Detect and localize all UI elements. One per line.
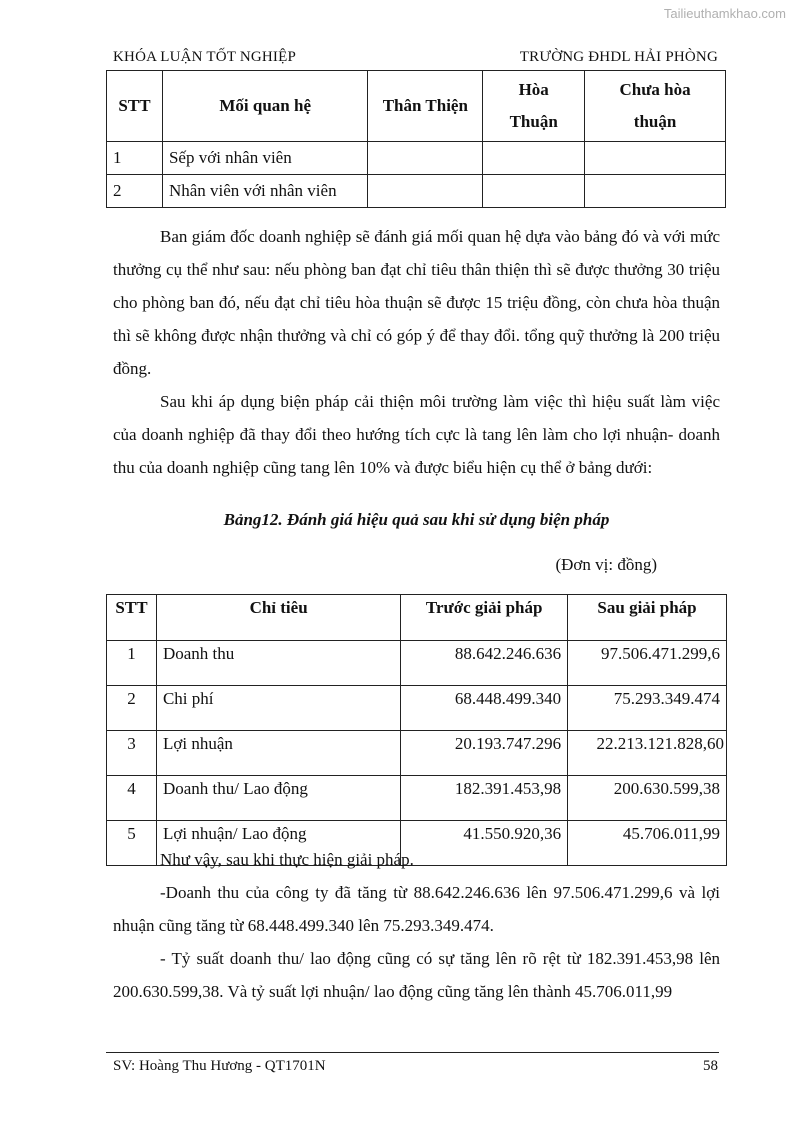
header-cell: Mối quan hệ	[162, 71, 367, 142]
cell-indicator: Lợi nhuận	[156, 731, 400, 776]
table-row	[107, 776, 727, 821]
header-title: KHÓA LUẬN TỐT NGHIỆP	[113, 49, 297, 65]
body-text-section-2	[113, 843, 720, 1008]
cell-before: 88.642.246.636	[401, 641, 568, 686]
cell-empty	[368, 175, 483, 208]
unit-label: (Đơn vị: đồng)	[555, 555, 657, 574]
body-text-section-1	[113, 220, 720, 484]
table-row	[107, 686, 727, 731]
cell-indicator: Chi phí	[156, 686, 400, 731]
cell-after: 97.506.471.299,6	[568, 641, 727, 686]
cell-stt: 3	[107, 731, 157, 776]
paragraph-conclusion-intro: Như vậy, sau khi thực hiện giải pháp.	[160, 850, 414, 869]
cell-empty	[483, 142, 585, 175]
cell-after: 75.293.349.474	[568, 686, 727, 731]
paragraph-reward-policy: Ban giám đốc doanh nghiệp sẽ đánh giá mối quan hệ dựa vào bảng đó và với mức thưởng cụ thể như sau: nếu phòng ban đạt chỉ tiêu thân thiện thì sẽ được thưởng 30 triệu cho phòng ban đó, nếu đạt chỉ tiêu hòa thuận sẽ được 15 triệu đồng, còn chưa hòa thuận thì sẽ không được nhận thưởng và chỉ có góp ý để thay đổi. tổng quỹ thưởng là 200 triệu đồng.	[113, 227, 720, 378]
cell-empty	[368, 142, 483, 175]
header-cell: Chưa hòa thuận	[585, 71, 726, 142]
effectiveness-table	[106, 594, 727, 866]
cell-stt: 1	[107, 142, 163, 175]
cell-after: 22.213.121.828,60	[568, 731, 727, 776]
page-number: 58	[703, 1058, 718, 1074]
cell-empty	[585, 142, 726, 175]
cell-before: 182.391.453,98	[401, 776, 568, 821]
header-cell: Sau giải pháp	[568, 595, 727, 641]
cell-empty	[483, 175, 585, 208]
cell-empty	[585, 175, 726, 208]
cell-stt: 4	[107, 776, 157, 821]
cell-indicator: Lợi nhuận/ Lao động	[156, 821, 400, 866]
cell-indicator: Doanh thu	[156, 641, 400, 686]
header-cell: STT	[107, 595, 157, 641]
cell-stt: 2	[107, 686, 157, 731]
paragraph-conclusion-ratio: - Tỷ suất doanh thu/ lao động cũng có sự tăng lên rõ rệt từ 182.391.453,98 lên 200.630.599,38. Và tỷ suất lợi nhuận/ lao động cũng tăng lên thành 45.706.011,99	[113, 949, 720, 1001]
paragraph-improvement: Sau khi áp dụng biện pháp cải thiện môi trường làm việc thì hiệu suất làm việc của doanh nghiệp đã thay đổi theo hướng tích cực là tang lên làm cho lợi nhuận- doanh thu của doanh nghiệp cũng tang lên 10% và được biểu hiện cụ thể ở bảng dưới:	[113, 392, 720, 477]
cell-stt: 1	[107, 641, 157, 686]
table-row	[107, 175, 726, 208]
table-caption: Bảng12. Đánh giá hiệu quả sau khi sử dụng biện pháp	[223, 510, 610, 529]
cell-after: 200.630.599,38	[568, 776, 727, 821]
table-header-row	[107, 71, 726, 142]
relationship-table	[106, 70, 726, 208]
cell-relationship: Sếp với nhân viên	[162, 142, 367, 175]
table-header-row	[107, 595, 727, 641]
table-row	[107, 731, 727, 776]
watermark: Tailieuthamkhao.com	[663, 6, 786, 21]
cell-after: 45.706.011,99	[568, 821, 727, 866]
table-row	[107, 142, 726, 175]
paragraph-conclusion-revenue: -Doanh thu của công ty đã tăng từ 88.642.246.636 lên 97.506.471.299,6 và lợi nhuận cũng tăng từ 68.448.499.340 lên 75.293.349.474.	[113, 883, 720, 935]
cell-relationship: Nhân viên với nhân viên	[162, 175, 367, 208]
cell-indicator: Doanh thu/ Lao động	[156, 776, 400, 821]
cell-before: 68.448.499.340	[401, 686, 568, 731]
header-cell: Trước giải pháp	[401, 595, 568, 641]
cell-before: 20.193.747.296	[401, 731, 568, 776]
header-cell: Chỉ tiêu	[156, 595, 400, 641]
cell-stt: 2	[107, 175, 163, 208]
header-cell: Hòa Thuận	[483, 71, 585, 142]
footer-student: SV: Hoàng Thu Hương - QT1701N	[113, 1058, 326, 1074]
header-school: TRƯỜNG ĐHDL HẢI PHÒNG	[519, 49, 718, 65]
table-row	[107, 641, 727, 686]
header-cell: Thân Thiện	[368, 71, 483, 142]
cell-stt: 5	[107, 821, 157, 866]
cell-before: 41.550.920,36	[401, 821, 568, 866]
header-cell: STT	[107, 71, 163, 142]
footer-rule	[106, 1052, 719, 1053]
